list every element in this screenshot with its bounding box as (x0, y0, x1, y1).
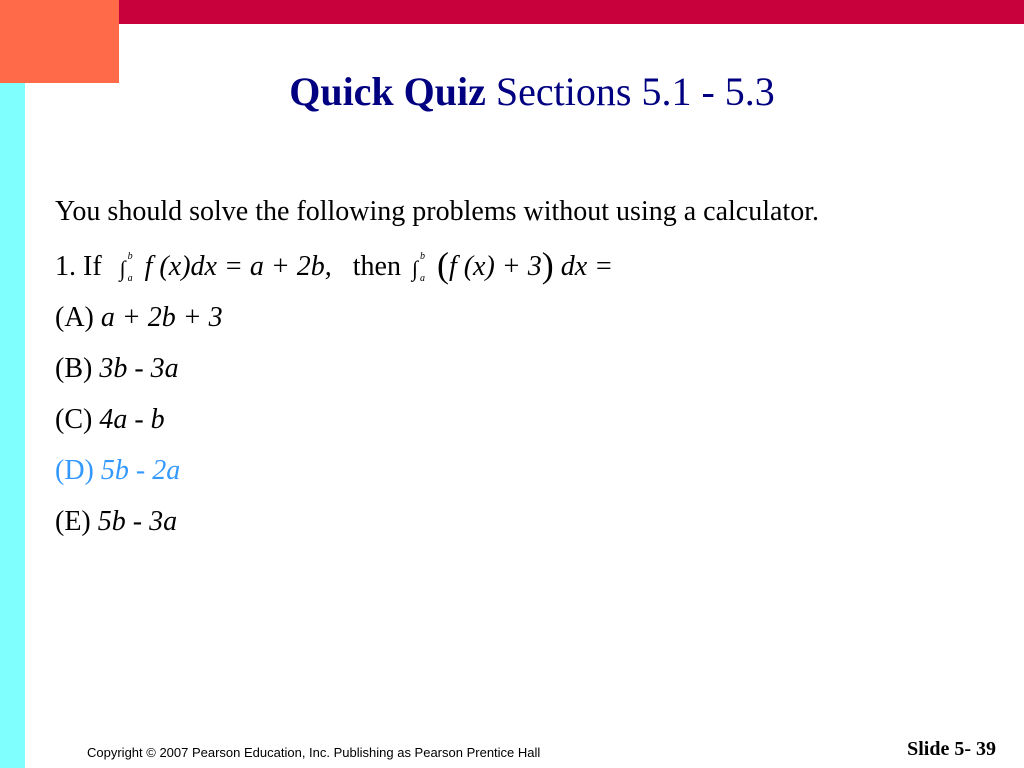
side-accent-bar (0, 83, 25, 768)
integral-2-lower: a (419, 272, 425, 284)
close-paren: ) (541, 245, 554, 285)
instructions: You should solve the following problems without using a calculator. (55, 196, 819, 227)
answer-choice (55, 349, 179, 389)
choice-label: (C) (55, 404, 93, 435)
integral-2-upper: b (419, 250, 425, 262)
choice-expression: a + 2b + 3 (100, 302, 223, 333)
integral-2-expression: f (x) + 3 (448, 251, 542, 282)
choice-label: (D) (55, 455, 94, 486)
answer-choice (55, 298, 223, 338)
question-prefix: 1. If (55, 251, 102, 282)
answer-choice (55, 400, 165, 440)
integral-1-expression: f (x)dx = a + 2b, (144, 251, 332, 282)
open-paren: ( (436, 245, 449, 285)
integral-2-tail: dx = (560, 251, 614, 282)
answer-choice (55, 502, 177, 542)
copyright-notice: Copyright © 2007 Pearson Education, Inc. Publishing as Pearson Prentice Hall (87, 745, 541, 760)
title-bold: Quick Quiz (289, 69, 486, 114)
slide-number: Slide 5- 39 (907, 738, 996, 760)
top-accent-bar (118, 0, 1024, 24)
integral-sign-1: ∫ b a (119, 250, 133, 284)
choice-expression: 5b - 3a (97, 506, 178, 537)
integral-1-upper: b (127, 250, 133, 262)
choice-label: (E) (55, 506, 91, 537)
choice-label: (A) (55, 302, 94, 333)
choice-label: (B) (55, 353, 93, 384)
title-rest: Sections 5.1 - 5.3 (495, 69, 775, 114)
answer-choice (55, 451, 180, 491)
question-1 (55, 245, 613, 285)
choice-expression: 4a - b (99, 404, 165, 435)
integral-sign-2: ∫ b a (411, 250, 425, 284)
then-word: then (352, 251, 401, 282)
choice-expression: 5b - 2a (100, 455, 181, 486)
choice-expression: 3b - 3a (99, 353, 179, 384)
slide-title (0, 68, 1024, 116)
integral-1-lower: a (127, 272, 133, 284)
